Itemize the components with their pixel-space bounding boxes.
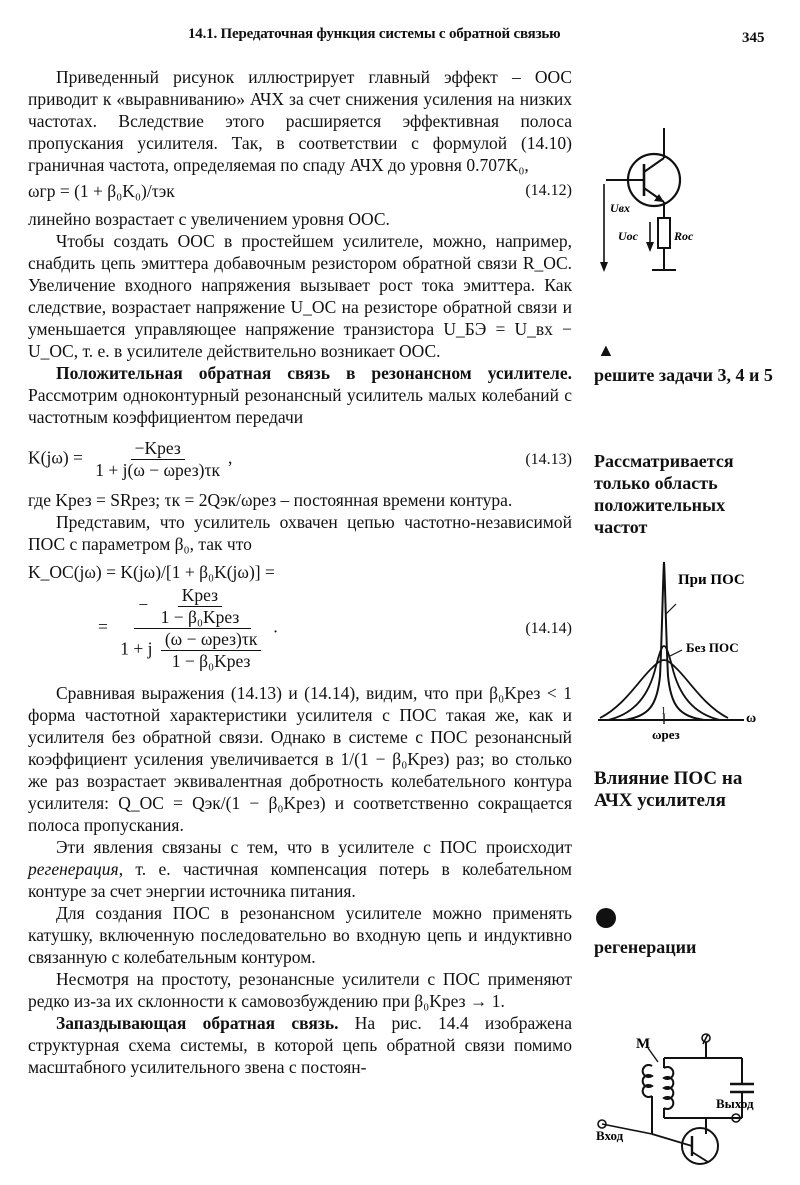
label-with-feedback: [678, 572, 745, 588]
equation-14-14-tail: .: [273, 616, 278, 637]
tick-one-label: 1: [661, 706, 666, 717]
equation-14-14-den-lead: 1 + j: [120, 638, 153, 659]
equation-14-14-number: (14.14): [525, 619, 572, 637]
equation-14-13-lhs: K(jω) =: [28, 447, 83, 468]
frequency-response-graph: [594, 556, 774, 746]
equation-14-14-denominator: [116, 629, 269, 672]
label-without-feedback-text: Без ПОС: [686, 640, 739, 655]
equation-14-13-denominator: 1 + j(ω − ωрез)τк: [95, 460, 221, 480]
equation-14-14-den-fraction: [161, 629, 262, 672]
paragraph-1: Приведенный рисунок иллюстрирует главный эффект – ООС приводит к «выравниванию» АЧХ за счет снижения усиления на низких частотах. Вследствие этого расширяется эффективная полоса пропускания усилителя. Так, в соответствии с формулой (14.10) граничная частота, определяемая по спаду АЧХ до уровня 0.707K₀,: [28, 67, 572, 175]
page-number: 345: [742, 30, 765, 46]
equation-14-14-line1: K_OC(jω) = K(jω)/[1 + β₀K(jω)] =: [28, 562, 275, 582]
bullet-dot-icon: [596, 908, 616, 928]
leader-without-feedback: [670, 650, 682, 656]
positive-frequency-note: Рассматривается только область положительных частот: [594, 451, 734, 537]
emitter-feedback-circuit: [592, 118, 712, 288]
tank-inductor: [664, 1067, 673, 1109]
paragraph-11-heading: Запаздывающая обратная связь.: [56, 1013, 339, 1033]
equation-14-14-body: [28, 585, 278, 672]
omega-res-label: ωрез: [652, 727, 680, 742]
main-text-column: [28, 66, 572, 1078]
uoc-arrow-head: [646, 242, 654, 252]
equation-14-14-fraction: [116, 585, 269, 672]
axis-omega-label: ω: [746, 711, 757, 726]
label-with-feedback-text: При ПОС: [678, 572, 745, 588]
feedback-resistor: [658, 218, 670, 248]
feedback-coil: [643, 1065, 652, 1097]
roc-label: Rос: [674, 229, 694, 243]
paragraph-4-text: Рассмотрим одноконтурный резонансный усилитель малых колебаний с частотным коэффициентом передачи: [28, 385, 572, 427]
paragraph-4-heading: Положительная обратная связь в резонансном усилителе.: [56, 363, 572, 383]
keyword-regeneration: регенерации: [594, 937, 697, 957]
paragraph-9: Для создания ПОС в резонансном усилителе можно применять катушку, включенную последовательно во входную цепь и индуктивно связанную с колебательным контуром.: [28, 903, 572, 967]
equation-14-14-inner-den: 1 − β₀Kрез: [160, 607, 240, 627]
uin-label: Uвх: [610, 201, 631, 215]
equation-14-13-numerator: −Kрез: [131, 438, 185, 460]
equation-14-14-numerator: [134, 585, 251, 629]
graph-caption: Влияние ПОС на АЧХ усилителя: [594, 768, 743, 811]
paragraph-8-b: , т. е. частичная компенсация потерь в колебательном контуре за счет энергии источника питания.: [28, 859, 572, 901]
equation-14-13-number: (14.13): [525, 450, 572, 468]
paragraph-8-a: Эти явления связаны с тем, что в усилителе с ПОС происходит: [56, 837, 572, 857]
equation-14-13-body: [28, 438, 232, 481]
output-label: Выход: [716, 1096, 754, 1111]
paragraph-7: Сравнивая выражения (14.13) и (14.14), видим, что при β₀Kрез < 1 форма частотной характеристики усилителя с ПОС такая же, как и усилителя без обратной связи. Однако в системе с ПОС резонансный коэффициент усиления увеличивается в 1/(1 − β₀Kрез) раз; во столько же раз возрастает эквивалентная добротность колебательного контура усилителя: Q_OC = Qэк/(1 − β₀Kрез) и соответственно сокращается полоса пропускания.: [28, 683, 572, 835]
equation-14-14-minus: −: [138, 594, 149, 615]
paragraph-11: [28, 1012, 572, 1078]
paragraph-8-term: регенерация: [28, 859, 119, 879]
equation-14-12-body: ωгр = (1 + β₀K₀)/τэк: [28, 181, 175, 201]
equation-14-14: [28, 585, 572, 672]
equation-14-14-den-num: (ω − ωрез)τк: [161, 629, 262, 651]
regenerative-amplifier-circuit: [592, 1006, 772, 1166]
equation-14-13-fraction: [91, 438, 224, 481]
uoc-label: Uос: [618, 229, 638, 243]
collector-lead: [644, 158, 664, 172]
equation-14-12: [28, 180, 572, 202]
equation-14-13: [28, 438, 572, 481]
paragraph-6: Представим, что усилитель охвачен цепью частотно-независимой ПОС с параметром β₀, так что: [28, 512, 572, 554]
paragraph-3: Чтобы создать ООС в простейшем усилителе, можно, например, снабдить цепь эмиттера добавочным резистором обратной связи R_OC. Увеличение входного напряжения вызывает рост тока эмиттера. Как следствие, возрастает напряжение U_OC на резисторе обратной связи и уменьшается управляющее напряжение транзистора U_БЭ = U_вх − U_OC, т. е. в усилителе действительно возникает ООС.: [28, 231, 572, 361]
input-label: Вход: [596, 1128, 624, 1143]
paragraph-4: [28, 362, 572, 428]
emitter-lead-2: [692, 1152, 708, 1162]
task-note: решите задачи 3, 4 и 5: [594, 365, 773, 385]
triangle-icon: ▲: [597, 340, 615, 360]
paragraph-8: [28, 836, 572, 902]
leader-with-feedback: [666, 604, 676, 614]
paragraph-2: линейно возрастает с увеличением уровня ООС.: [28, 209, 390, 229]
equation-14-14-den-den: 1 − β₀Kрез: [171, 651, 251, 671]
transistor-2-symbol: [682, 1128, 718, 1164]
label-without-feedback: [686, 640, 739, 655]
paragraph-11-text: На рис. 14.4 изображена структурная схема системы, в которой цепь обратной связи помимо масштабного усилительного звена с постоян-: [28, 1013, 572, 1077]
running-header: 14.1. Передаточная функция системы с обратной связью: [188, 26, 561, 42]
paragraph-5: где Kрез = SRрез; τк = 2Qэк/ωрез – постоянная времени контура.: [28, 490, 513, 510]
equation-14-12-number: (14.12): [525, 182, 572, 199]
uin-arrow-head: [600, 262, 608, 272]
paragraph-10: Несмотря на простоту, резонансные усилители с ПОС применяют редко из-за их склонности к самовозбуждению при β₀Kрез → 1.: [28, 969, 572, 1011]
equation-14-14-inner-num: Kрез: [178, 585, 222, 607]
equation-14-13-tail: ,: [228, 447, 233, 468]
m-label: M: [636, 1036, 651, 1052]
equation-14-14-equals: =: [98, 616, 108, 637]
equation-14-14-inner-fraction: [157, 585, 244, 628]
